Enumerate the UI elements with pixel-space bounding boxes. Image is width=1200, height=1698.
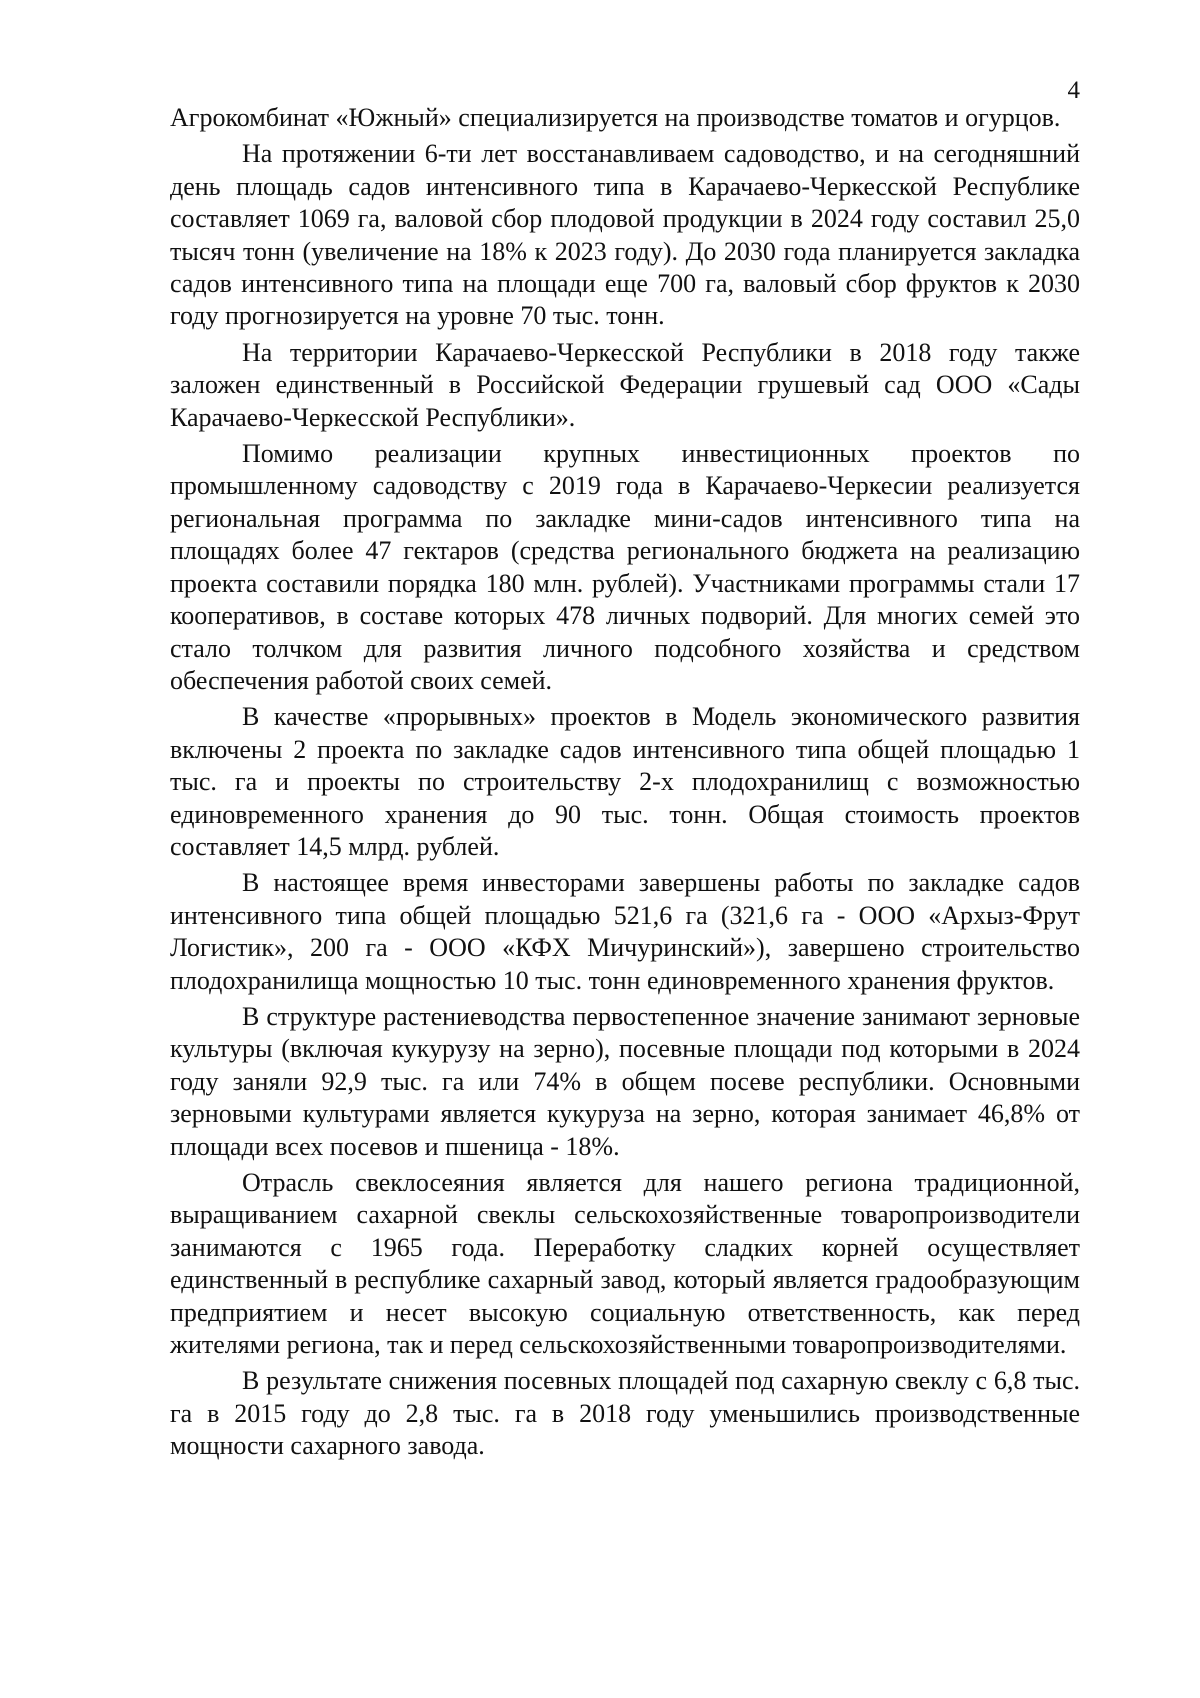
paragraph: В качестве «прорывных» проектов в Модель экономического развития включены 2 проекта по закладке садов интенсивного типа общей площадью 1 тыс. га и проекты по строительству 2-х плодохранилищ с возможностью единовременного хранения до 90 тыс. тонн. Общая стоимость проектов составляет 14,5 млрд. рублей.: [170, 702, 1080, 861]
paragraph: В результате снижения посевных площадей под сахарную свеклу с 6,8 тыс. га в 2015 году до 2,8 тыс. га в 2018 году уменьшились производственные мощности сахарного завода.: [170, 1366, 1080, 1461]
paragraph: В структуре растениеводства первостепенное значение занимают зерновые культуры (включая кукурузу на зерно), посевные площади под которыми в 2024 году заняли 92,9 тыс. га или 74% в общем посеве республики. Основными зерновыми культурами является кукуруза на зерно, которая занимает 46,8% от площади всех посевов и пшеница - 18%.: [170, 1001, 1080, 1161]
paragraph: На протяжении 6-ти лет восстанавливаем садоводство, и на сегодняшний день площадь садов интенсивного типа в Карачаево-Черкесской Республике составляет 1069 га, валовой сбор плодовой продукции в 2024 году составил 25,0 тысяч тонн (увеличение на 18% к 2023 году). До 2030 года планируется закладка садов интенсивного типа на площади еще 700 га, валовый сбор фруктов к 2030 году прогнозируется на уровне 70 тыс. тонн.: [170, 139, 1080, 331]
paragraph: Агрокомбинат «Южный» специализируется на производстве томатов и огурцов.: [170, 103, 1061, 132]
document-body: [170, 102, 1080, 1463]
paragraph: На территории Карачаево-Черкесской Республики в 2018 году также заложен единственный в Российской Федерации грушевый сад ООО «Сады Карачаево-Черкесской Республики».: [170, 337, 1080, 432]
paragraph: Помимо реализации крупных инвестиционных проектов по промышленному садоводству с 2019 года в Карачаево-Черкесии реализуется региональная программа по закладке мини-садов интенсивного типа на площадях более 47 гектаров (средства регионального бюджета на реализацию проекта составили порядка 180 млн. рублей). Участниками программы стали 17 кооперативов, в составе которых 478 личных подворий. Для многих семей это стало толчком для развития личного подсобного хозяйства и средством обеспечения работой своих семей.: [170, 439, 1080, 695]
paragraph: В настоящее время инвесторами завершены работы по закладке садов интенсивного типа общей площадью 521,6 га (321,6 га - ООО «Архыз-Фрут Логистик», 200 га - ООО «КФХ Мичуринский»), завершено строительство плодохранилища мощностью 10 тыс. тонн единовременного хранения фруктов.: [170, 868, 1080, 995]
paragraph: Отрасль свеклосеяния является для нашего региона традиционной, выращиванием сахарной свеклы сельскохозяйственные товаропроизводители занимаются с 1965 года. Переработку сладких корней осуществляет единственный в республике сахарный завод, который является градообразующим предприятием и несет высокую социальную ответственность, как перед жителями региона, так и перед сельскохозяйственными товаропроизводителями.: [170, 1168, 1080, 1360]
page-number: 4: [1067, 77, 1080, 104]
